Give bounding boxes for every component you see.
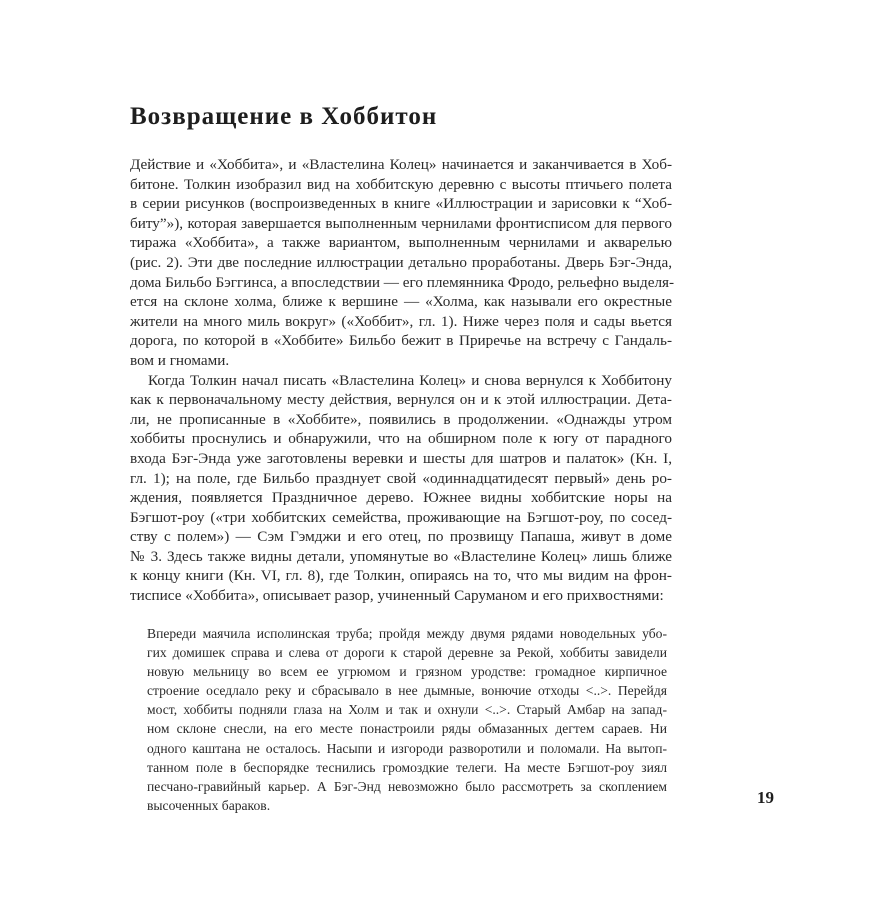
body-text	[130, 155, 675, 606]
text-line: новую мельницу во всем ее угрюмом и грязном уродстве: громадное кирпичное	[147, 664, 667, 680]
text-line: гих домишек справа и слева от дороги к старой деревне за Рекой, хоббиты завидели	[147, 645, 667, 661]
text-line: входа Бэг-Энда уже заготовлены веревки и шесты для шатров и палаток» (Кн. I,	[130, 449, 672, 467]
text-line: гл. 1); на поле, где Бильбо празднует свой «одиннадцатидесят первый» день ро-	[130, 469, 672, 487]
paragraph	[130, 155, 675, 371]
text-line: вом и гномами.	[130, 351, 230, 369]
text-line: строение оседлало реку и сбрасывало в нее дымные, вонючие отходы <..>. Перейдя	[147, 683, 667, 699]
text-line: как к первоначальному месту действия, вернулся он и к этой иллюстрации. Дета-	[130, 391, 672, 409]
text-line: дорога, по которой в «Хоббите» Бильбо бежит в Приречье на встречу с Гандаль-	[130, 332, 672, 350]
text-line: к концу книги (Кн. VI, гл. 8), где Толкин, опираясь на то, что мы видим на фрон-	[130, 567, 672, 585]
text-line: тиража «Хоббита», а также вариантом, выполненным чернилами и акварелью	[130, 234, 672, 252]
text-line: тисписе «Хоббита», описывает разор, учиненный Саруманом и его прихвостнями:	[130, 587, 664, 605]
text-line: дома Бильбо Бэггинса, а впоследствии — его племянника Фродо, рельефно выделя-	[130, 273, 675, 291]
text-line: Бэгшот-роу («три хоббитских семейства, проживающие на Бэгшот-роу, по сосед-	[130, 508, 672, 526]
text-line: биту”»), которая завершается выполненным чернилами фронтисписом для первого	[130, 214, 672, 232]
text-line: ется на склоне холма, ближе к вершине — «Холма, как называли его окрестные	[130, 293, 672, 311]
text-line: Когда Толкин начал писать «Властелина Колец» и снова вернулся к Хоббитону	[148, 371, 672, 389]
text-line: мост, хоббиты подняли глаза на Холм и так и охнули <..>. Старый Амбар на запад-	[147, 702, 667, 718]
page-title: Возвращение в Хоббитон	[130, 102, 438, 130]
text-line: песчано-гравийный карьер. А Бэг-Энд невозможно было рассмотреть за скоплением	[147, 778, 667, 794]
text-line: ству с полем») — Сэм Гэмджи и его отец, по прозвищу Папаша, живут в доме	[130, 528, 672, 546]
text-line: хоббиты проснулись и обнаружили, что на обширном поле к югу от парадного	[130, 430, 672, 448]
text-line: Впереди маячила исполинская труба; пройдя между двумя рядами новодельных убо-	[147, 626, 667, 641]
text-line: ном склоне снесли, на его месте понастроили ряды обмазанных дегтем сараев. Ни	[147, 721, 667, 737]
text-line: битоне. Толкин изобразил вид на хоббитскую деревню с высоты птичьего полета	[130, 175, 672, 193]
text-line: ли, не прописанные в «Хоббите», появились в продолжении. «Однажды утром	[130, 410, 672, 428]
paragraph	[130, 371, 672, 606]
text-line: № 3. Здесь также видны детали, упомянутые во «Властелине Колец» лишь ближе	[130, 547, 672, 565]
text-line: танном поле в беспорядке теснились громоздкие телеги. На месте Бэгшот-роу зиял	[147, 759, 667, 775]
text-line: жители на много миль вокруг» («Хоббит», гл. 1). Ниже через поля и сады вьется	[130, 312, 672, 330]
text-line: ждения, появляется Праздничное дерево. Южнее видны хоббитские норы на	[130, 489, 672, 507]
text-line: высоченных бараков.	[147, 797, 271, 813]
text-line: в серии рисунков (воспроизведенных в книге «Иллюстрации и зарисовки к “Хоб-	[130, 195, 672, 213]
block-quote	[147, 624, 667, 815]
page-number: 19	[757, 788, 774, 807]
text-line: (рис. 2). Эти две последние иллюстрации детально проработаны. Дверь Бэг-Энда,	[130, 253, 672, 271]
text-line: одного каштана не осталось. Насыпи и изгороди разворотили и поломали. На вытоп-	[147, 740, 667, 756]
text-line: Действие и «Хоббита», и «Властелина Колец» начинается и заканчивается в Хоб-	[130, 156, 672, 173]
